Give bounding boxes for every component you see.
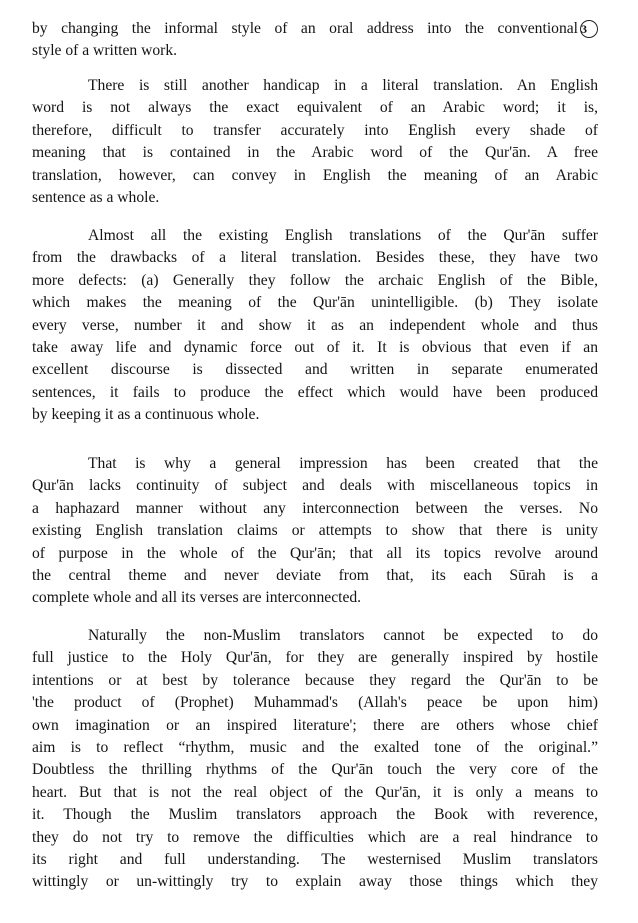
text-line: intentions or at best by tolerance because they regard the Qur'ān to be <box>32 671 598 689</box>
text-line: existing English translation claims or attempts to show that there is unity <box>32 522 598 540</box>
text-line: translation, however, can convey in English the meaning of an Arabic <box>32 166 598 184</box>
text-line: of purpose in the whole of the Qur'ān; that all its topics revolve around <box>32 544 598 562</box>
text-line: from the drawbacks of a literal translation. Besides these, they have two <box>32 249 598 267</box>
text-line: a haphazard manner without any interconnection between the verses. No <box>32 499 598 517</box>
text-line: heart. But that is not the real object of the Qur'ān, it is only a means to <box>32 783 598 801</box>
paragraph-5 <box>32 625 598 894</box>
text-line <box>32 18 598 40</box>
text-line: its right and full understanding. The westernised Muslim translators <box>32 851 598 869</box>
paragraph-2 <box>32 75 598 209</box>
text-line-content: by changing the informal style of an oral address into the conventional <box>32 20 578 37</box>
paragraph-1 <box>32 18 598 63</box>
page-number-badge: 3 <box>580 20 598 38</box>
paragraph-4 <box>32 453 598 610</box>
text-line: own imagination or an inspired literature'; there are others whose chief <box>32 716 598 734</box>
text-line: Naturally the non-Muslim translators cannot be expected to do <box>88 627 598 644</box>
text-line: sentence as a whole. <box>32 189 160 207</box>
text-line: take away life and dynamic force out of it. It is obvious that even if an <box>32 339 598 357</box>
text-line: by keeping it as a continuous whole. <box>32 406 260 424</box>
text-line: which makes the meaning of the Qur'ān unintelligible. (b) They isolate <box>32 294 598 312</box>
text-line: every verse, number it and show it as an independent whole and thus <box>32 316 598 334</box>
text-line: Doubtless the thrilling rhythms of the Qur'ān touch the very core of the <box>32 761 598 779</box>
text-line: There is still another handicap in a literal translation. An English <box>88 77 598 94</box>
text-line: full justice to the Holy Qur'ān, for they are generally inspired by hostile <box>32 649 598 667</box>
text-line: more defects: (a) Generally they follow the archaic English of the Bible, <box>32 271 598 289</box>
text-line: they do not try to remove the difficulties which are a real hindrance to <box>32 828 598 846</box>
text-line: excellent discourse is dissected and written in separate enumerated <box>32 361 598 379</box>
text-line: That is why a general impression has been created that the <box>88 455 598 472</box>
text-line: style of a written work. <box>32 42 178 60</box>
text-line: meaning that is contained in the Arabic word of the Qur'ān. A free <box>32 144 598 162</box>
text-line: Almost all the existing English translations of the Qur'ān suffer <box>88 227 598 244</box>
text-line: 'the product of (Prophet) Muhammad's (Allah's peace be upon him) <box>32 694 598 712</box>
text-line: sentences, it fails to produce the effect which would have been produced <box>32 383 598 401</box>
text-line: aim is to reflect “rhythm, music and the exalted tone of the original.” <box>32 739 598 757</box>
text-line: wittingly or un-wittingly try to explain away those things which they <box>32 873 598 891</box>
text-line: complete whole and all its verses are interconnected. <box>32 589 362 607</box>
text-line: therefore, difficult to transfer accurately into English every shade of <box>32 121 598 139</box>
text-line: the central theme and never deviate from that, its each Sūrah is a <box>32 567 598 585</box>
text-line: word is not always the exact equivalent of an Arabic word; it is, <box>32 99 598 117</box>
text-line: Qur'ān lacks continuity of subject and deals with miscellaneous topics in <box>32 477 598 495</box>
paragraph-3 <box>32 225 598 427</box>
text-line: it. Though the Muslim translators approach the Book with reverence, <box>32 806 598 824</box>
